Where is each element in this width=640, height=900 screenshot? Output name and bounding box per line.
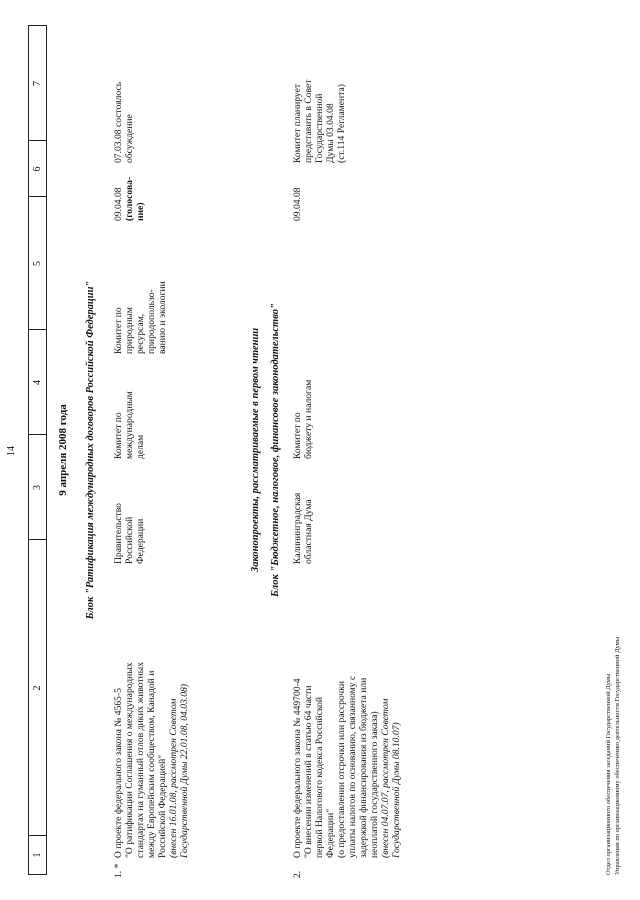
status-line: 07.03.08 состоялось <box>113 81 124 163</box>
initiator-line: областная Дума <box>303 499 314 564</box>
co-committee-line: ванию и экологии <box>157 281 168 354</box>
bill-note-line: (внесен 16.01.08, рассмотрен Советом <box>168 698 179 858</box>
status-line: представить в Совет <box>303 79 314 163</box>
co-executor-committee <box>113 226 168 354</box>
bill-line: неоплатой государственного заказа) <box>369 711 380 858</box>
status-note <box>292 51 347 163</box>
committee-line: Комитет по <box>292 412 303 459</box>
row-number: 1. * <box>113 863 124 878</box>
bill-line: первой Налогового кодекса Российской <box>314 696 325 858</box>
status-line: (ст.114 Регламента) <box>336 84 347 163</box>
status-line: Государственной <box>314 93 325 163</box>
consideration-date <box>292 165 303 221</box>
bill-line: "О ратификации Соглашения о международных <box>124 662 135 858</box>
bill-line: между Европейским сообществом, Канадой и <box>146 670 157 858</box>
bill-line: уплаты налогов по основанию, связанному с <box>347 675 358 858</box>
committee-line: бюджету и налогам <box>303 379 314 459</box>
responsible-committee <box>292 359 314 459</box>
consideration-date <box>113 165 146 221</box>
initiator-line: Правительство <box>113 503 124 564</box>
column-number-6: 6 <box>32 166 43 172</box>
initiator <box>292 464 314 564</box>
bill-note-line: Государственной Думы 08.10.07) <box>391 722 402 858</box>
bill-line: Федерации" <box>325 808 336 858</box>
bill-line: задержкой финансирования из бюджета или <box>358 677 369 858</box>
initiator-line: Федерации <box>135 518 146 564</box>
row-number: 2. <box>292 870 303 878</box>
footer-line: Отдел организационного обеспечения заседаний Государственной Думы <box>605 673 612 875</box>
column-number-2: 2 <box>32 685 43 691</box>
initiator <box>113 464 146 564</box>
footer-line: Управления по организационному обеспечению деятельности Государственной Думы <box>614 636 621 875</box>
column-number-3: 3 <box>32 485 43 490</box>
co-committee-line: природопользо- <box>146 289 157 354</box>
bill-note-line: Государственной Думы 22.01.08, 04.03.08) <box>179 683 190 858</box>
block-title-ratification: Блок "Ратификация международных договоров Российской Федерации" <box>85 280 96 620</box>
bill-description <box>292 568 402 858</box>
column-number-4: 4 <box>32 380 43 385</box>
section-title: Законопроекты, рассматриваемые в первом чтении <box>250 327 261 573</box>
page-number: 14 <box>6 446 17 456</box>
bill-line: Российской Федерацией" <box>157 754 168 858</box>
bill-line: "О внесении изменений в статью 64 части <box>303 685 314 858</box>
column-number-1: 1 <box>32 852 43 858</box>
bill-description <box>113 568 190 858</box>
date-heading: 9 апреля 2008 года <box>57 404 69 496</box>
column-number-7: 7 <box>32 81 43 86</box>
status-line: Комитет планирует <box>292 83 303 163</box>
bill-line: (о предоставлении отсрочки или рассрочки <box>336 680 347 858</box>
committee-line: Комитет по <box>113 412 124 459</box>
bill-line: О проекте федерального закона № 4565-5 <box>113 688 124 858</box>
co-committee-line: Комитет по <box>113 307 124 354</box>
co-committee-line: природным <box>124 307 135 354</box>
column-number-5: 5 <box>32 261 43 266</box>
status-line: Думы 03.04.08 <box>325 103 336 163</box>
status-line: обсуждение <box>124 114 135 163</box>
block-title-budget: Блок "Бюджетное, налоговое, финансовое законодательство" <box>270 303 281 597</box>
co-committee-line: ресурсам, <box>135 313 146 354</box>
bill-line: О проекте федерального закона № 449700-4 <box>292 678 303 858</box>
initiator-line: Российской <box>124 516 135 564</box>
bill-note-line: (внесен 04.07.07, рассмотрен Советом <box>380 698 391 858</box>
date-line: 09.04.08 <box>292 187 303 221</box>
committee-line: международным <box>124 391 135 459</box>
date-extra-line: ние) <box>135 202 146 221</box>
committee-line: делам <box>135 434 146 459</box>
responsible-committee <box>113 359 146 459</box>
bill-line: стандартах на гуманный отлов диких животных <box>135 661 146 858</box>
date-extra-line: (голосова- <box>124 176 135 221</box>
status-note <box>113 51 135 163</box>
initiator-line: Калининградская <box>292 492 303 564</box>
date-line: 09.04.08 <box>113 187 124 221</box>
column-header <box>28 25 47 875</box>
